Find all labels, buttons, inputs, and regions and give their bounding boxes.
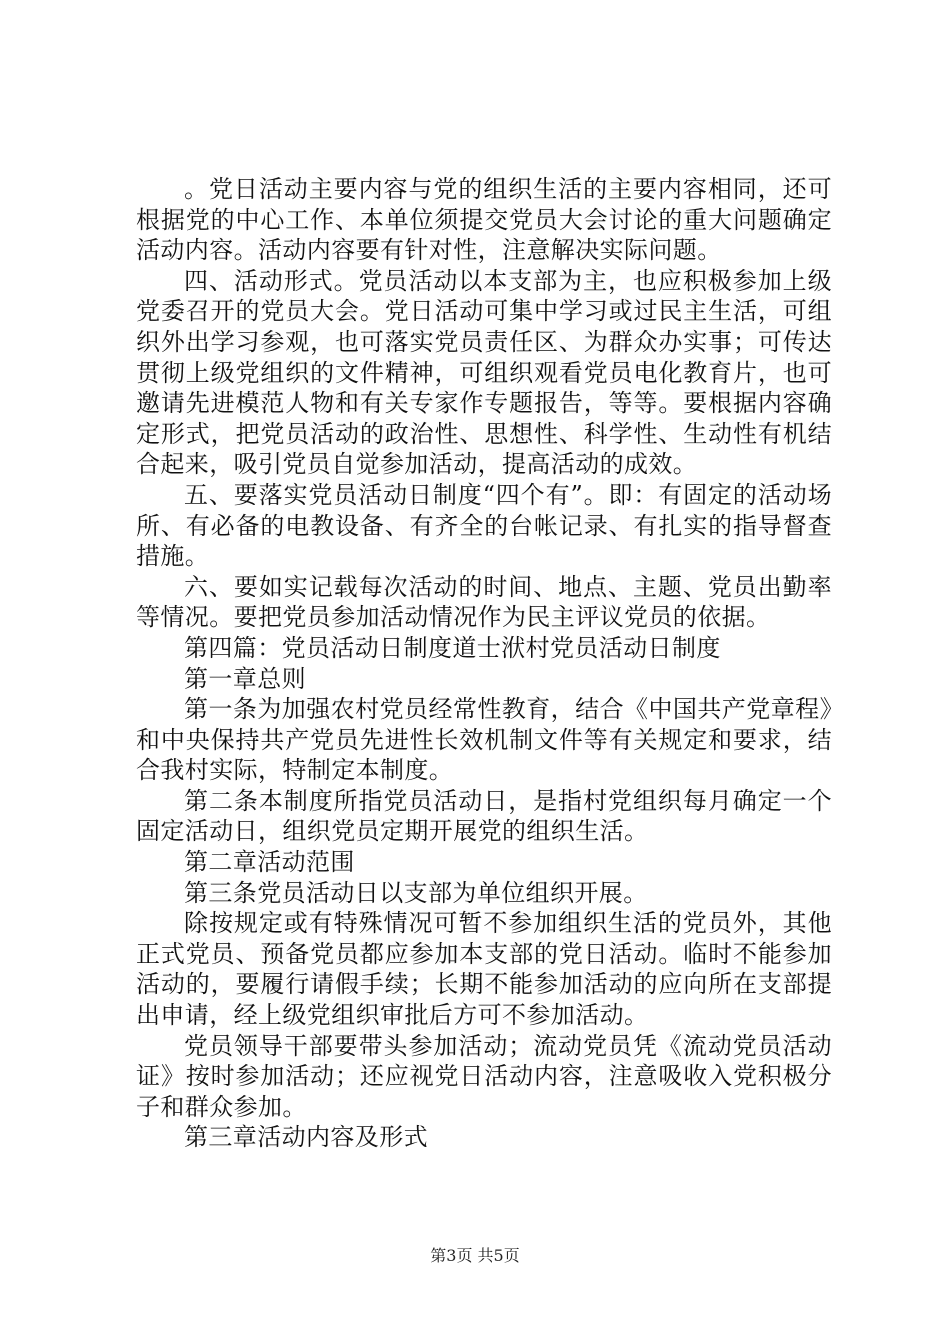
paragraph-activity-form: 四、活动形式。党员活动以本支部为主，也应积极参加上级党委召开的党员大会。党日活动可集中学习或过民主生活，可组织外出学习参观，也可落实党员责任区、为群众办实事；可传达贯彻上级党组织的文件精神，可组织观看党员电化教育片，也可邀请先进模范人物和有关专家作专题报告，等等。要根据内容确定形式，把党员活动的政治性、思想性、科学性、生动性有机结合起来，吸引党员自觉参加活动，提高活动的成效。 <box>136 266 832 479</box>
chapter-heading-scope: 第二章活动范围 <box>184 848 355 877</box>
chapter-heading-general: 第一章总则 <box>184 664 306 693</box>
document-body <box>136 174 832 1153</box>
paragraph-continuation: 。党日活动主要内容与党的组织生活的主要内容相同，还可根据党的中心工作、本单位须提交党员大会讨论的重大问题确定活动内容。活动内容要有针对性，注意解决实际问题。 <box>136 175 832 265</box>
article-two: 第二条本制度所指党员活动日，是指村党组织每月确定一个固定活动日，组织党员定期开展党的组织生活。 <box>136 786 832 846</box>
section-heading-part-four: 第四篇：党员活动日制度道士洑村党员活动日制度 <box>184 633 721 662</box>
page-number-footer: 第3页 共5页 <box>430 1246 520 1265</box>
paragraph-four-haves: 五、要落实党员活动日制度“四个有”。即：有固定的活动场所、有必备的电教设备、有齐全的台帐记录、有扎实的指导督查措施。 <box>136 480 832 571</box>
paragraph-record-keeping: 六、要如实记载每次活动的时间、地点、主题、党员出勤率等情况。要把党员参加活动情况作为民主评议党员的依据。 <box>136 572 832 632</box>
paragraph-exemptions: 除按规定或有特殊情况可暂不参加组织生活的党员外，其他正式党员、预备党员都应参加本支部的党日活动。临时不能参加活动的，要履行请假手续；长期不能参加活动的应向所在支部提出申请，经上级党组织审批后方可不参加活动。 <box>136 909 832 1030</box>
chapter-heading-content-form: 第三章活动内容及形式 <box>184 1123 428 1152</box>
article-three: 第三条党员活动日以支部为单位组织开展。 <box>184 878 648 907</box>
paragraph-leaders: 党员领导干部要带头参加活动；流动党员凭《流动党员活动证》按时参加活动；还应视党日活动内容，注意吸收入党积极分子和群众参加。 <box>136 1031 832 1121</box>
article-one: 第一条为加强农村党员经常性教育，结合《中国共产党章程》和中央保持共产党员先进性长效机制文件等有关规定和要求，结合我村实际，特制定本制度。 <box>136 695 832 785</box>
